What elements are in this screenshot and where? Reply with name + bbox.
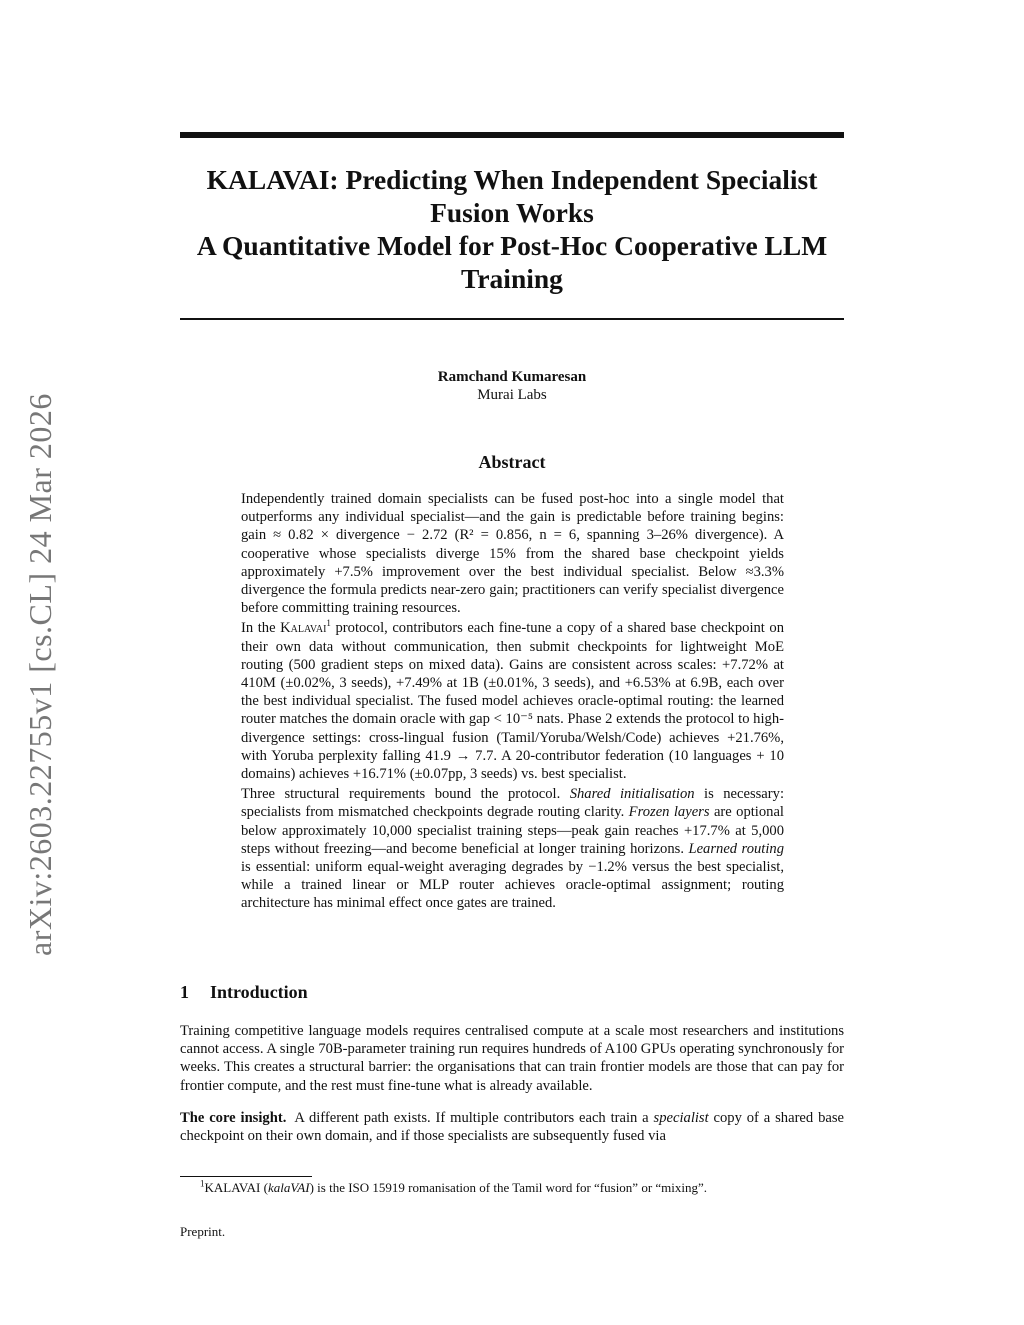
abstract-body bbox=[241, 490, 784, 915]
footnote-text: KALAVAI ( bbox=[204, 1180, 268, 1195]
intro-paragraph bbox=[180, 1109, 844, 1145]
arxiv-side-stamp: arXiv:2603.22755v1 [cs.CL] 24 Mar 2026 bbox=[22, 393, 58, 956]
emphasis: Learned routing bbox=[688, 840, 784, 857]
abstract-text: Three structural requirements bound the protocol. bbox=[241, 786, 570, 803]
abstract-heading: Abstract bbox=[478, 452, 546, 472]
footnote-mark: 1 bbox=[200, 1178, 205, 1189]
title-line: Fusion Works bbox=[430, 197, 594, 228]
emphasis: Shared initialisation bbox=[569, 786, 695, 803]
kalavai-name: Kalavai bbox=[280, 620, 327, 637]
paragraph-run-in-heading: The core insight. bbox=[180, 1109, 287, 1126]
footnote-marker: 1 bbox=[326, 618, 331, 629]
abstract-text: In the bbox=[241, 620, 281, 637]
author-block bbox=[180, 368, 844, 404]
title-top-rule bbox=[180, 132, 844, 138]
footnote-text: ) is the ISO 15919 romanisation of the Tamil word for “fusion” or “mixing”. bbox=[309, 1180, 708, 1195]
paper-title bbox=[180, 163, 844, 295]
author-name: Ramchand Kumaresan bbox=[437, 369, 587, 385]
emphasis: kalaVAI bbox=[267, 1180, 310, 1195]
intro-text: copy of a shared base checkpoint on their own domain, and if those specialists are subsequently fused via bbox=[180, 1109, 845, 1145]
author-affiliation: Murai Labs bbox=[477, 387, 547, 403]
title-line: Training bbox=[461, 263, 563, 294]
emphasis: Frozen layers bbox=[628, 804, 710, 821]
abstract-paragraph bbox=[241, 619, 784, 783]
section-number: 1 bbox=[180, 982, 189, 1002]
intro-text: A different path exists. If multiple contributors each train a bbox=[294, 1109, 654, 1126]
title-line: A Quantitative Model for Post-Hoc Cooperative LLM bbox=[196, 230, 828, 261]
footnote bbox=[180, 1180, 844, 1196]
abstract-text: are optional below approximately 10,000 specialist training steps—peak gain reaches +17.7% at 5,000 steps without freezing—and become beneficial at longer training horizons. bbox=[241, 804, 784, 857]
abstract-paragraph bbox=[241, 785, 784, 912]
preprint-label: Preprint. bbox=[180, 1224, 226, 1239]
title-bottom-rule bbox=[180, 318, 844, 320]
title-line: KALAVAI: Predicting When Independent Specialist bbox=[206, 164, 818, 195]
emphasis: specialist bbox=[653, 1109, 709, 1126]
introduction-body bbox=[180, 1022, 844, 1159]
abstract-text: is essential: uniform equal-weight averaging degrades by −1.2% versus the best specialist, while a trained linear or MLP router achieves oracle-optimal assignment; routing architecture has minimal effect once gates are trained. bbox=[241, 859, 784, 912]
section-title: Introduction bbox=[210, 982, 308, 1002]
abstract-text: is necessary: specialists from mismatched checkpoints degrade routing clarity. bbox=[241, 786, 784, 821]
abstract-text: protocol, contributors each fine-tune a copy of a shared base checkpoint on their own data without communication, then submit checkpoints for lightweight MoE routing (500 gradient steps on mixed data). Gains are consistent across scales: +7.72% at 410M (±0.02%, 3 seeds), +7.49% at 1B (±0.01%, 3 seeds), and +6.53% at 6.9B, each over the best individual specialist. The fused model achieves oracle-optimal routing: the learned router matches the domain oracle with gap < 10⁻⁵ nats. Phase 2 extends the protocol to high-divergence settings: cross-lingual fusion (Tamil/Yoruba/Welsh/Code) achieves +21.76%, with Yoruba perplexity falling 41.9 → 7.7. A 20-contributor federation (10 languages + 10 domains) achieves +16.71% (±0.07pp, 3 seeds) vs. best specialist. bbox=[241, 620, 784, 783]
abstract-paragraph: Independently trained domain specialists can be fused post-hoc into a single model that outperforms any individual specialist—and the gain is predictable before training begins: gain ≈ 0.82 × divergence − 2.72 (R² = 0.856, n = 6, spanning 3–26% divergence). A cooperative whose specialists diverge 15% from the shared base checkpoint yields approximately +7.5% improvement over the best individual specialist. Below ≈3.3% divergence the formula predicts near-zero gain; practitioners can verify specialist divergence before committing training resources. bbox=[241, 491, 784, 617]
footnote-rule bbox=[180, 1176, 312, 1177]
section-heading bbox=[180, 982, 308, 1003]
intro-paragraph: Training competitive language models requires centralised compute at a scale most researchers and institutions cannot access. A single 70B-parameter training run requires hundreds of A100 GPUs operating synchronously for weeks. This creates a structural barrier: the organisations that can train frontier models are those that can pay for frontier compute, and the rest must fine-tune what is already available. bbox=[180, 1023, 844, 1094]
